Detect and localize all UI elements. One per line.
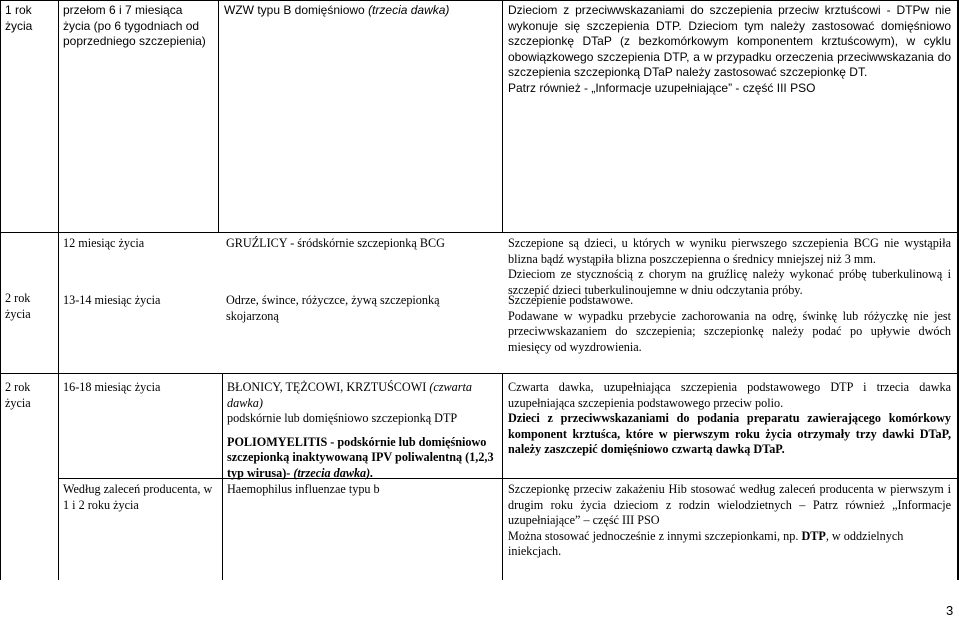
row3-remarks-b2-end: , w oddzielnych iniekcjach. <box>508 528 904 559</box>
rule-col3 <box>218 0 219 232</box>
row3-remarks-b2 <box>508 529 951 560</box>
row1-vaccine <box>224 3 498 19</box>
rule-col4 <box>502 0 503 232</box>
row3-remarks-b2-start: Można stosować jednocześnie z innymi szczepionkami, np. <box>508 528 799 543</box>
row2-when-a: 12 miesiąc życia <box>63 236 145 250</box>
row3-remarks-b2-bold: DTP <box>801 528 826 543</box>
row1-vaccine-main: WZW typu B domięśniowo <box>224 3 365 17</box>
row2-vaccine-b: Odrze, śwince, różyczce, żywą szczepionką skojarzoną <box>226 293 440 323</box>
row2-when-b: 13-14 miesiąc życia <box>63 293 161 307</box>
row3-vaccine-a-route: podskórnie lub domięśniowo szczepionką DTP <box>227 411 458 426</box>
row2-remarks-b2: Podawane w wypadku przebycie zachorowania na odrę, świnkę lub różyczkę nie jest przeciwwskazaniem do szczepienia; szczepionkę należy podać po upływie dwóch miesięcy od wyzdrowienia. <box>508 308 951 354</box>
rule-top <box>0 0 959 1</box>
row2-remarks-a <box>508 236 951 298</box>
row1-remarks-p2: Patrz również - „Informacje uzupełniające” - część III PSO <box>508 80 816 95</box>
row3-vaccine-a-polio <box>227 435 497 482</box>
page-number: 3 <box>946 603 954 618</box>
row3-when-b: Według zaleceń producenta, w 1 i 2 roku życia <box>63 482 213 512</box>
row3-when-a: 16-18 miesiąc życia <box>63 380 161 394</box>
row1-when: przełom 6 i 7 miesiąca życia (po 6 tygodniach od poprzedniego szczepienia) <box>63 3 206 49</box>
row1-remarks <box>508 3 951 97</box>
row3-remarks-b1: Szczepionkę przeciw zakażeniu Hib stosować według zaleceń producenta w pierwszym i drugim roku życia dzieciom z rodzin wielodzietnych – Patrz również „Informacje uzupełniające” – część III PSO <box>508 482 951 528</box>
row3-vaccine-a-polio-note: (trzecia dawka). <box>293 465 374 480</box>
row3-vaccine-a-note: (czwarta dawka) <box>227 380 472 410</box>
rule-row1-bottom <box>0 232 959 233</box>
row2-remarks-b <box>508 293 951 355</box>
row3-vaccine-b: Haemophilus influenzae typu b <box>227 482 380 496</box>
row3-remarks-a1: Czwarta dawka, uzupełniająca szczepienia podstawowego DTP i trzecia dawka uzupełniająca szczepienia podstawowego przeciw polio. <box>508 380 951 410</box>
rule-col4b <box>502 373 503 580</box>
row3-vaccine-a-main: BŁONICY, TĘŻCOWI, KRZTUŚCOWI <box>227 380 427 394</box>
row3-vaccine-a <box>227 380 497 482</box>
rule-row2-bottom <box>0 373 959 374</box>
row2-vaccine-a: GRUŹLICY - śródskórnie szczepionką BCG <box>226 236 445 250</box>
rule-col2 <box>58 0 59 580</box>
row3-vaccine-a-polio-text: POLIOMYELITIS - podskórnie lub domięśniowo szczepionką inaktywowaną IPV poliwalentną (1,2,3 typ wirusa)- <box>227 434 494 480</box>
row3-remarks-a <box>508 380 951 458</box>
row2-remarks-a2: Dzieciom ze stycznością z chorym na gruźlicę należy wykonać próbę tuberkulinową i szczepić dzieci tuberkulinoujemne w dniu odczytania próby. <box>508 267 951 297</box>
row3-age: 2 rok życia <box>5 380 31 410</box>
rule-row3-split-right <box>502 478 959 479</box>
row1-age: 1 rok życia <box>5 3 33 33</box>
row1-vaccine-note: (trzecia dawka) <box>368 3 450 17</box>
row3-remarks-a2: Dzieci z przeciwwskazaniami do podania preparatu zawierającego komórkowy komponent krztuśca, które w pierwszym roku życia otrzymały trzy dawki DTaP, należy zaszczepić domięśniowo czwartą dawką DTaP. <box>508 411 951 457</box>
row2-remarks-b1: Szczepienie podstawowe. <box>508 293 634 307</box>
rule-col1 <box>0 0 1 580</box>
rule-col3b <box>222 373 223 580</box>
row2-age: 2 rok życia <box>5 291 31 321</box>
row3-remarks-b <box>508 482 951 560</box>
row1-remarks-p1: Dzieciom z przeciwwskazaniami do szczepienia przeciw krztuścowi - DTPw nie wykonuje się szczepienia DTP. Dzieciom tym należy zastosować domięśniowo szczepionkę DTaP (z bezkomórkowym komponentem krztuścowym), w cyklu obowiązkowego szczepienia DTP, a w przypadku orzeczenia przeciwwskazania do szczepienia szczepionką DTaP należy zastosować szczepionkę DT. <box>508 3 951 80</box>
row2-remarks-a1: Szczepione są dzieci, u których w wyniku pierwszego szczepienia BCG nie wystąpiła blizna bądź wystąpiła blizna poszczepienna o średnicy mniejszej niż 3 mm. <box>508 236 951 266</box>
row3-vaccine-a-head <box>227 380 497 411</box>
